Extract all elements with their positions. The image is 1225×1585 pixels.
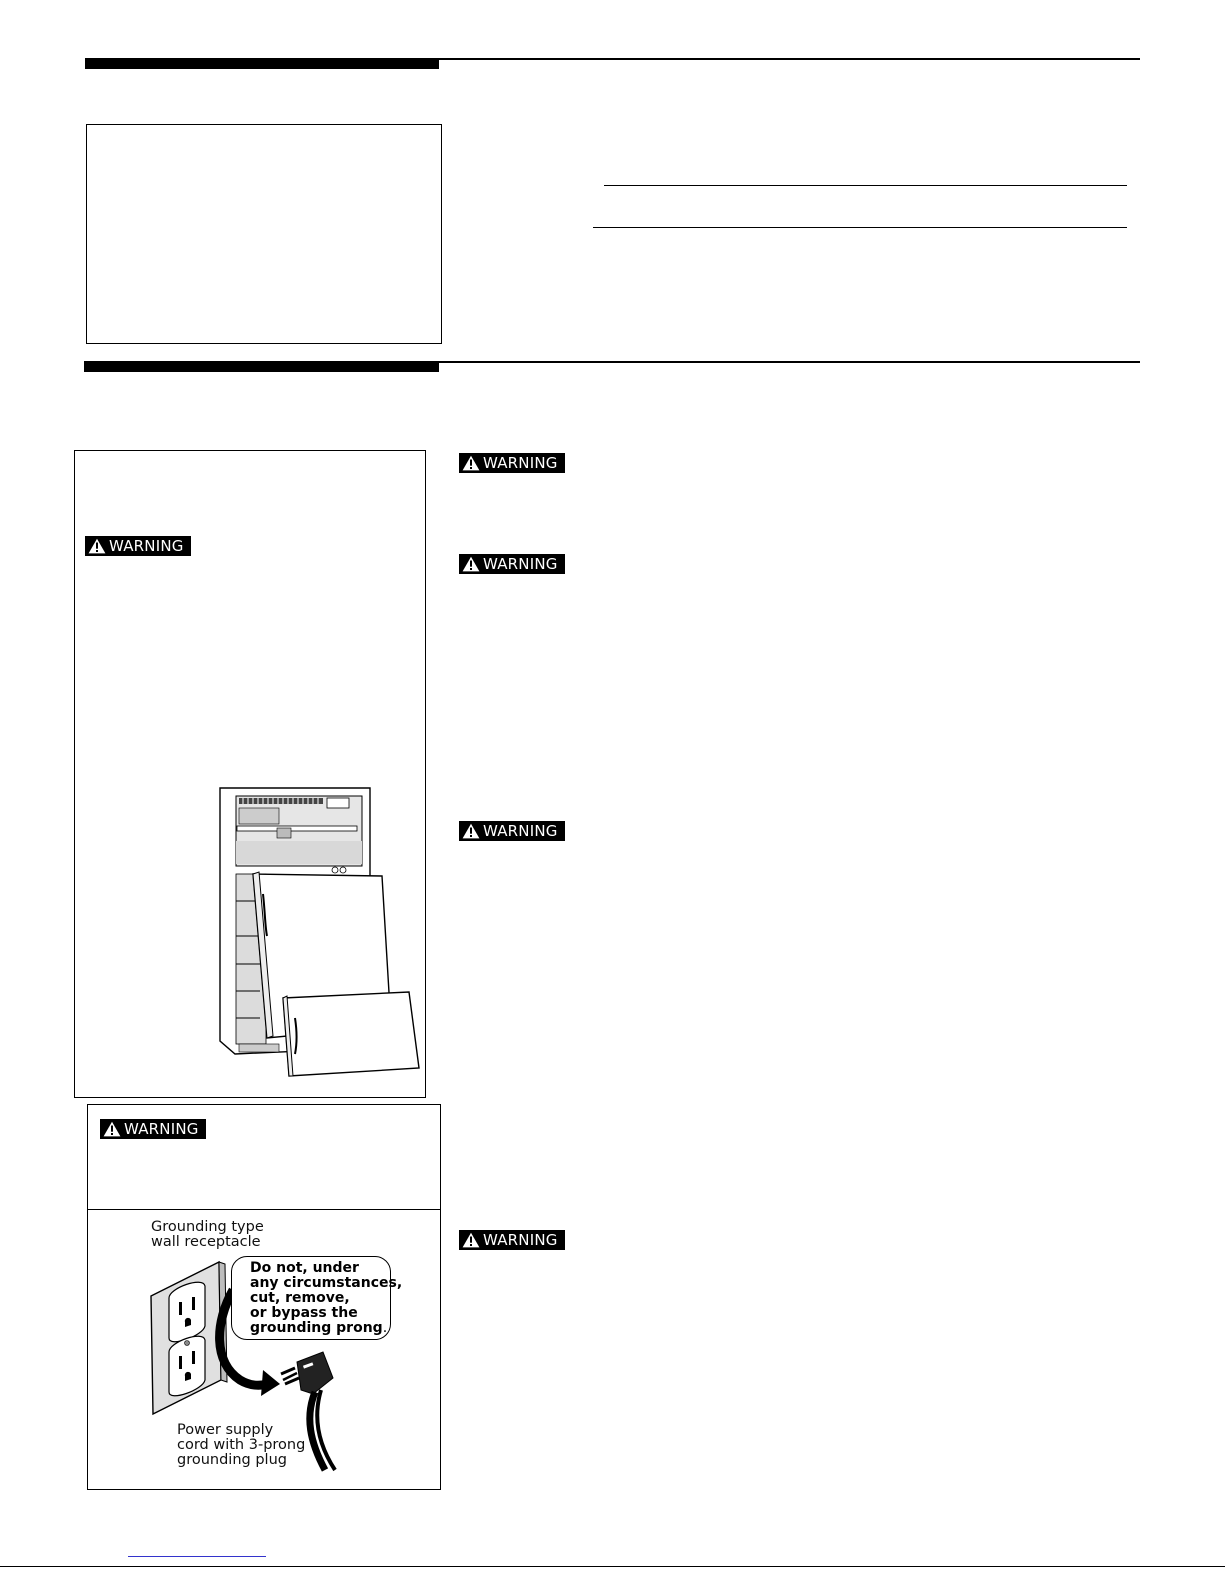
- callout-period: .: [382, 1320, 388, 1336]
- refrigerator-doors-removed-illustration: [215, 786, 420, 1080]
- warning-label: WARNING: [483, 454, 558, 472]
- warning-triangle-icon: [462, 1232, 480, 1248]
- warning-label: WARNING: [109, 537, 184, 555]
- section-rule-safety: [439, 361, 1140, 363]
- warning-triangle-icon: [462, 823, 480, 839]
- warning-triangle-icon: [103, 1121, 121, 1137]
- warning-badge-left-box: [85, 536, 191, 556]
- warning-label: WARNING: [483, 1231, 558, 1249]
- info-box-top: [86, 124, 442, 344]
- warning-badge-right-1: [459, 453, 565, 473]
- footer-link-underline[interactable]: [128, 1556, 266, 1557]
- form-line-2: [593, 227, 1127, 228]
- receptacle-label-line1: Grounding type: [151, 1219, 264, 1235]
- warning-badge-right-4: [459, 1230, 565, 1250]
- warning-triangle-icon: [462, 556, 480, 572]
- callout-line4: or bypass the: [250, 1305, 358, 1321]
- callout-text: [250, 1261, 402, 1336]
- power-cord-label-line2: cord with 3-prong: [177, 1437, 306, 1453]
- section-rule-top: [439, 58, 1140, 60]
- receptacle-label-line2: wall receptacle: [151, 1234, 261, 1250]
- callout-line3: cut, remove,: [250, 1290, 350, 1306]
- warning-label: WARNING: [483, 822, 558, 840]
- callout-line5: grounding prong: [250, 1320, 383, 1336]
- callout-line1: Do not, under: [250, 1260, 359, 1276]
- warning-badge-right-3: [459, 821, 565, 841]
- warning-triangle-icon: [462, 455, 480, 471]
- warning-label: WARNING: [124, 1120, 199, 1138]
- receptacle-label: [151, 1220, 264, 1250]
- footer-rule: [0, 1566, 1225, 1567]
- warning-badge-electrical-box: [100, 1119, 206, 1139]
- form-line-1: [604, 185, 1127, 186]
- power-cord-label-line3: grounding plug: [177, 1452, 287, 1468]
- power-cord-label: [177, 1423, 305, 1468]
- callout-line2: any circumstances,: [250, 1275, 403, 1291]
- section-header-bar-safety: [84, 361, 439, 372]
- warning-badge-right-2: [459, 554, 565, 574]
- warning-triangle-icon: [88, 538, 106, 554]
- electrical-box-divider: [87, 1209, 441, 1210]
- section-header-bar-top: [85, 58, 439, 69]
- warning-label: WARNING: [483, 555, 558, 573]
- power-cord-label-line1: Power supply: [177, 1422, 274, 1438]
